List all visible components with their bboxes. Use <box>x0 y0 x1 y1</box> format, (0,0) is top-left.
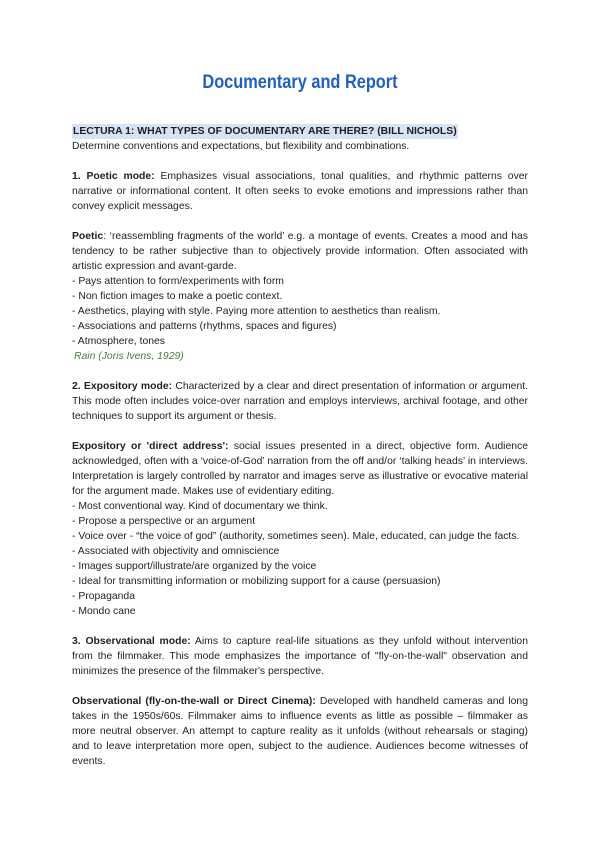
observational-mode-text: Aims to capture real-life situations as they unfold without intervention from the filmmaker. This mode emphasizes the importance of "fly-on-the-wall" observation and minimizes the presence of the filmmaker's perspective. <box>72 636 528 677</box>
list-item: - Voice over - “the voice of god” (authority, sometimes seen). Male, educated, can judge the facts. <box>72 531 520 542</box>
list-item: - Atmosphere, tones <box>72 336 165 347</box>
document-body <box>72 124 528 769</box>
observational-mode-label: 3. Observational mode: <box>72 636 191 647</box>
poetic-mode-text: Emphasizes visual associations, tonal qualities, and rhythmic patterns over narrative or informational content. It often seeks to evoke emotions and impressions rather than convey explicit messages. <box>72 171 529 212</box>
list-item: - Ideal for transmitting information or mobilizing support for a cause (persuasion) <box>72 576 441 587</box>
expository-sub-bullet-list <box>72 589 528 619</box>
lecture-heading-line <box>72 124 528 139</box>
document-title: Documentary and Report <box>202 72 398 93</box>
poetic-term: Poetic <box>72 231 104 242</box>
list-item: - Propose a perspective or an argument <box>72 516 256 527</box>
list-item: - Associations and patterns (rhythms, spaces and figures) <box>72 321 337 332</box>
lecture-heading: LECTURA 1: WHAT TYPES OF DOCUMENTARY ARE THERE? (BILL NICHOLS) <box>73 126 457 137</box>
list-item: - Images support/illustrate/are organized by the voice <box>72 561 317 572</box>
observational-term: Observational (fly-on-the-wall or Direct Cinema): <box>72 696 316 707</box>
expository-mode-paragraph <box>72 379 528 424</box>
observational-desc: Developed with handheld cameras and long takes in the 1950s/60s. Filmmaker aims to influence events as little as possible – filmmaker as more neutral observer. An attempt to capture reality as it unfolds (without rehearsals or staging) and to leave interpretation more open, subject to the audience. Audiences become witnesses of events. <box>72 696 528 767</box>
list-item: - Mondo cane <box>72 606 136 617</box>
expository-mode-text: Characterized by a clear and direct presentation of information or argument. This mode often includes voice-over narration and employs interviews, archival footage, and other techniques to support its argument or thesis. <box>72 381 529 422</box>
poetic-bullet-list <box>72 274 528 349</box>
observational-definition <box>72 694 528 769</box>
poetic-reference: Rain (Joris Ivens, 1929) <box>74 351 184 362</box>
observational-mode-paragraph <box>72 634 528 679</box>
poetic-definition <box>72 229 528 274</box>
list-item: - Associated with objectivity and omniscience <box>72 546 280 557</box>
lecture-subtitle: Determine conventions and expectations, but flexibility and combinations. <box>72 141 410 152</box>
expository-mode-label: 2. Expository mode: <box>72 381 173 392</box>
list-item: - Non fiction images to make a poetic context. <box>72 291 283 302</box>
poetic-desc: : ‘reassembling fragments of the world’ e.g. a montage of events. Creates a mood and has tendency to be rather subjective than to objectively provide information. Often associated with artistic expression and avant-garde. <box>72 231 528 272</box>
poetic-mode-paragraph <box>72 169 528 214</box>
list-item: - Aesthetics, playing with style. Paying more attention to aesthetics than realism. <box>72 306 441 317</box>
expository-term: Expository or 'direct address': <box>72 441 229 452</box>
list-item: - Propaganda <box>72 591 135 602</box>
expository-bullet-list <box>72 499 528 589</box>
list-item: - Pays attention to form/experiments with form <box>72 276 284 287</box>
expository-definition <box>72 439 528 499</box>
list-item: - Most conventional way. Kind of documentary we think. <box>72 501 328 512</box>
expository-desc: social issues presented in a direct, objective form. Audience acknowledged, often with a ‘voice-of-God’ narration from the off and/or ‘talking heads’ in interviews. Interpretation is largely controlled by narrator and images serve as illustrative or evocative material for the argument made. Makes use of evidentiary editing. <box>72 441 528 497</box>
poetic-mode-label: 1. Poetic mode: <box>72 171 155 182</box>
